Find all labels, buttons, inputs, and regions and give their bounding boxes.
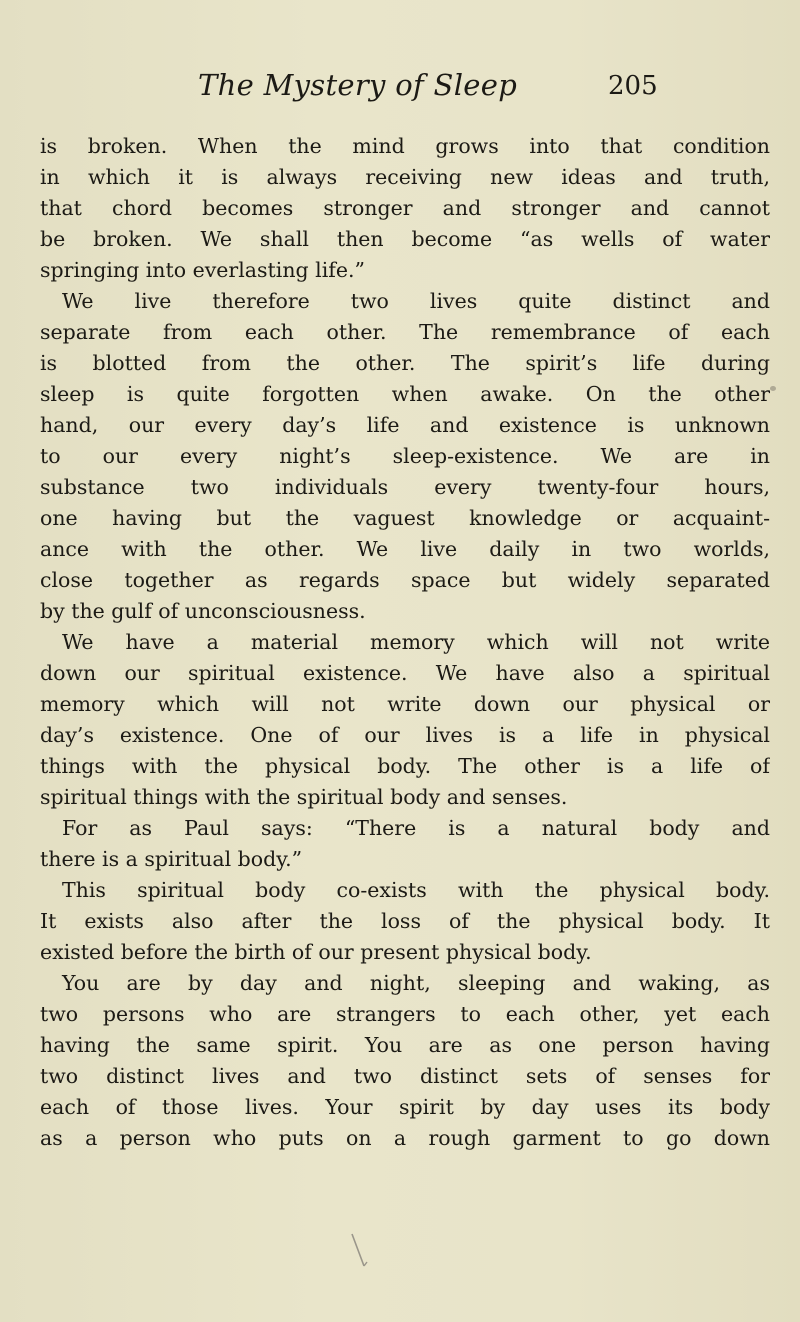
running-header	[40, 68, 762, 108]
running-title: The Mystery of Sleep	[198, 68, 518, 102]
text-line: It exists also after the loss of the physical body. It	[40, 909, 770, 933]
text-line: For as Paul says: “There is a natural body and	[62, 816, 770, 840]
text-line: two persons who are strangers to each other, yet each	[40, 1002, 770, 1026]
text-line: sleep is quite forgotten when awake. On the other	[40, 382, 770, 406]
text-line: We live therefore two lives quite distinct and	[62, 289, 770, 313]
text-line: as a person who puts on a rough garment to go down	[40, 1126, 770, 1150]
page-number: 205	[608, 71, 658, 101]
text-line: in which it is always receiving new ideas and truth,	[40, 165, 770, 189]
text-line: We have a material memory which will not write	[62, 630, 770, 654]
text-line: hand, our every day’s life and existence is unknown	[40, 413, 770, 437]
text-line: having the same spirit. You are as one person having	[40, 1033, 770, 1057]
text-line: down our spiritual existence. We have also a spiritual	[40, 661, 770, 685]
text-line: springing into everlasting life.”	[40, 258, 365, 282]
text-line: be broken. We shall then become “as wells of water	[40, 227, 770, 251]
text-line: You are by day and night, sleeping and waking, as	[62, 971, 770, 995]
text-line: substance two individuals every twenty-four hours,	[40, 475, 770, 499]
text-line: that chord becomes stronger and stronger and cannot	[40, 196, 770, 220]
text-line: existed before the birth of our present physical body.	[40, 940, 592, 964]
text-line: there is a spiritual body.”	[40, 847, 303, 871]
text-line: This spiritual body co-exists with the physical body.	[62, 878, 770, 902]
text-line: memory which will not write down our physical or	[40, 692, 770, 716]
text-line: each of those lives. Your spirit by day uses its body	[40, 1095, 770, 1119]
text-line: day’s existence. One of our lives is a life in physical	[40, 723, 770, 747]
text-line: ance with the other. We live daily in two worlds,	[40, 537, 770, 561]
text-line: things with the physical body. The other is a life of	[40, 754, 770, 778]
pencil-mark-icon	[350, 1232, 370, 1272]
body-text	[40, 131, 770, 1154]
text-line: is blotted from the other. The spirit’s life during	[40, 351, 770, 375]
text-line: separate from each other. The remembrance of each	[40, 320, 770, 344]
text-line: to our every night’s sleep-existence. We are in	[40, 444, 770, 468]
ink-smudge	[770, 386, 776, 391]
text-line: by the gulf of unconsciousness.	[40, 599, 366, 623]
text-line: one having but the vaguest knowledge or acquaint-	[40, 506, 770, 530]
text-line: spiritual things with the spiritual body and senses.	[40, 785, 568, 809]
text-line: is broken. When the mind grows into that condition	[40, 134, 770, 158]
text-line: close together as regards space but widely separated	[40, 568, 770, 592]
text-line: two distinct lives and two distinct sets of senses for	[40, 1064, 770, 1088]
